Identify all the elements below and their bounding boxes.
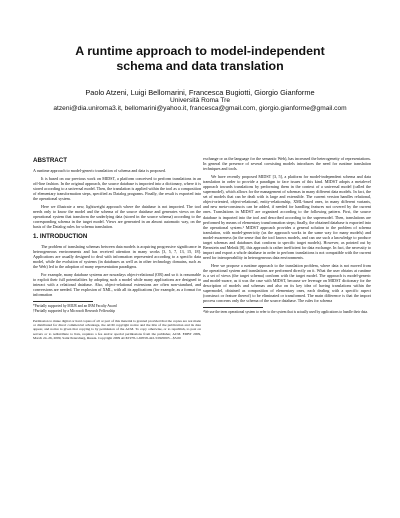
body-paragraph-2: We have recently proposed MIDST [3, 5], a platform for model-independent schema and data translation in order to provide a paradigm to face issues of this kind. MIDST adopts a metalevel approach towards translations by performing them in the context of a universal model (called the supermodel), which allows for the management of schemas in many different data models. In fact, the set of models that can be dealt with is large and extensible. The current version handles relational, object-oriented, object-relational, entity-relationship, XML-based ones, in many different variants, and new meta-constructs can be added, if needed for handling features not covered by the current ones. Translations in MIDST are organized according to the following pattern. First, the source database is imported into the tool and described according to the supermodel. Then, translations are performed by means of elementary transformation steps; finally, the obtained database is exported into the operational system.¹ MIDST approach provides a general solution to the problem of schema translation, with model-genericity (as the approach works in the same way for many models) and model-awareness (in the sense that the tool knows models, and can use such a knowledge to produce target schemas and databases that conform to specific target models). However, as pointed out by Bernstein and Melnik [8], this approach is rather inefficient for data exchange. In fact, the necessity to import and export a whole database in order to perform translations is not compatible with the current need for interoperability in heterogeneous data environments.: [203, 174, 371, 260]
abstract-paragraph-3: Here we illustrate a new, lightweight approach where the database is not imported. The tool needs only to know the model and the schema of the source database and generates views on the operational system that transform the underlying data (stored in the source schema) according to the corresponding schema in the target model. Views are generated in an almost automatic way, on the basis of the Datalog rules for schema translation.: [33, 204, 201, 230]
author-names: Paolo Atzeni, Luigi Bellomarini, Francesca Bugiotti, Giorgio Gianforme: [85, 88, 315, 97]
abstract-paragraph-1: A runtime approach to model-generic translation of schema and data is proposed.: [33, 168, 167, 173]
left-column: [33, 156, 201, 344]
abstract-heading: ABSTRACT: [33, 157, 68, 164]
body-paragraph-1: exchange or as the language for the semantic Web), has increased the heterogeneity of representations. In general the presence of several coexisting models introduces the need for runtime translation techniques and tools.: [203, 156, 371, 172]
introduction-heading: 1. INTRODUCTION: [33, 232, 88, 240]
right-column: [203, 156, 371, 316]
title-line-1: A runtime approach to model-independent: [75, 44, 325, 58]
introduction-paragraph-2: For example, many database systems are nowadays object-relational (OR) and so it is reasonable to exploit their full potentialities by adopting such a model while many applications are designed to interact with a relational database. Also, object-relational extensions are often non-standard, and conversions are needed. The explosion of XML, with all its applications (for example, as a format for information: [33, 271, 201, 297]
introduction-paragraph-1: The problem of translating schemas between data models is acquiring progressive significance in heterogeneous environments and has received attention in many works [3, 5, 7, 13, 15, 18]. Applications are usually designed to deal with information represented according to a specific data model, while the evolution of systems (in databases as well as in other technology domains, such as the Web) led to the adoption of many representation paradigms.: [33, 243, 201, 269]
body-paragraph-3: Here we propose a runtime approach to the translation problem, where data is not moved from the operational system and translations are performed directly on it. What the user obtains at runtime is a set of views (the target schema) conform with the target model. The approach is model-generic and model-aware, as it was the case with MIDST, because we leverage on MIDST dictionary for the description of models and schemas and also on its key idea of having translations within the supermodel, obtained as composition of elementary ones, each dealing with a specific aspect (construct or feature thereof) to be eliminated or transformed. The main difference is that the import process concerns only the schema of the source database. The rules for schema: [203, 262, 371, 304]
author-block: [20, 88, 380, 113]
permission-notice: Permission to make digital or hard copies of all or part of this material is granted provided that the copies are not made or distributed for direct commercial advantage, the ACM copyright notice and the title of the publication and its date appear, and notice is given that copying is by permission of the ACM. To copy otherwise, or to republish, to post on servers or to redistribute to lists, requires a fee and/or special permissions from the publisher, ACM. EDBT 2009, March 24–26, 2009, Saint Petersburg, Russia. Copyright 2009 ACM 978-1-60558-422-5/09/0003 ...$5.00: [33, 318, 201, 340]
title-line-2: schema and data translation: [116, 59, 284, 73]
paper-title: [30, 44, 370, 74]
footnote-operational-system: ¹We use the term operational system to refer to the system that is actually used by applications to handle their data.: [203, 310, 368, 315]
footnote-1: *Partially supported by MIUR and an IBM Faculty Award: [33, 303, 117, 308]
footnote-2: †Partially supported by a Microsoft Research Fellowship: [33, 309, 116, 314]
affiliation: Università Roma Tre: [169, 97, 231, 104]
footnote-rule: [33, 301, 93, 302]
abstract-paragraph-2: It is based on our previous work on MIDST, a platform conceived to perform translations in an off-line fashion. In the original approach, the source database is imported into a dictionary, where it is stored according to a universal model. Then, the translation is applied within the tool as a composition of elementary transformation steps, specified as Datalog programs. Finally, the result is exported into the operational system.: [33, 176, 201, 202]
footnote-rule: [203, 307, 263, 308]
author-emails: atzeni@dia.uniroma3.it, bellomarini@yahoo.it, francesca@gmail.com, giorgio.gianforme@gmail.com: [53, 105, 347, 112]
